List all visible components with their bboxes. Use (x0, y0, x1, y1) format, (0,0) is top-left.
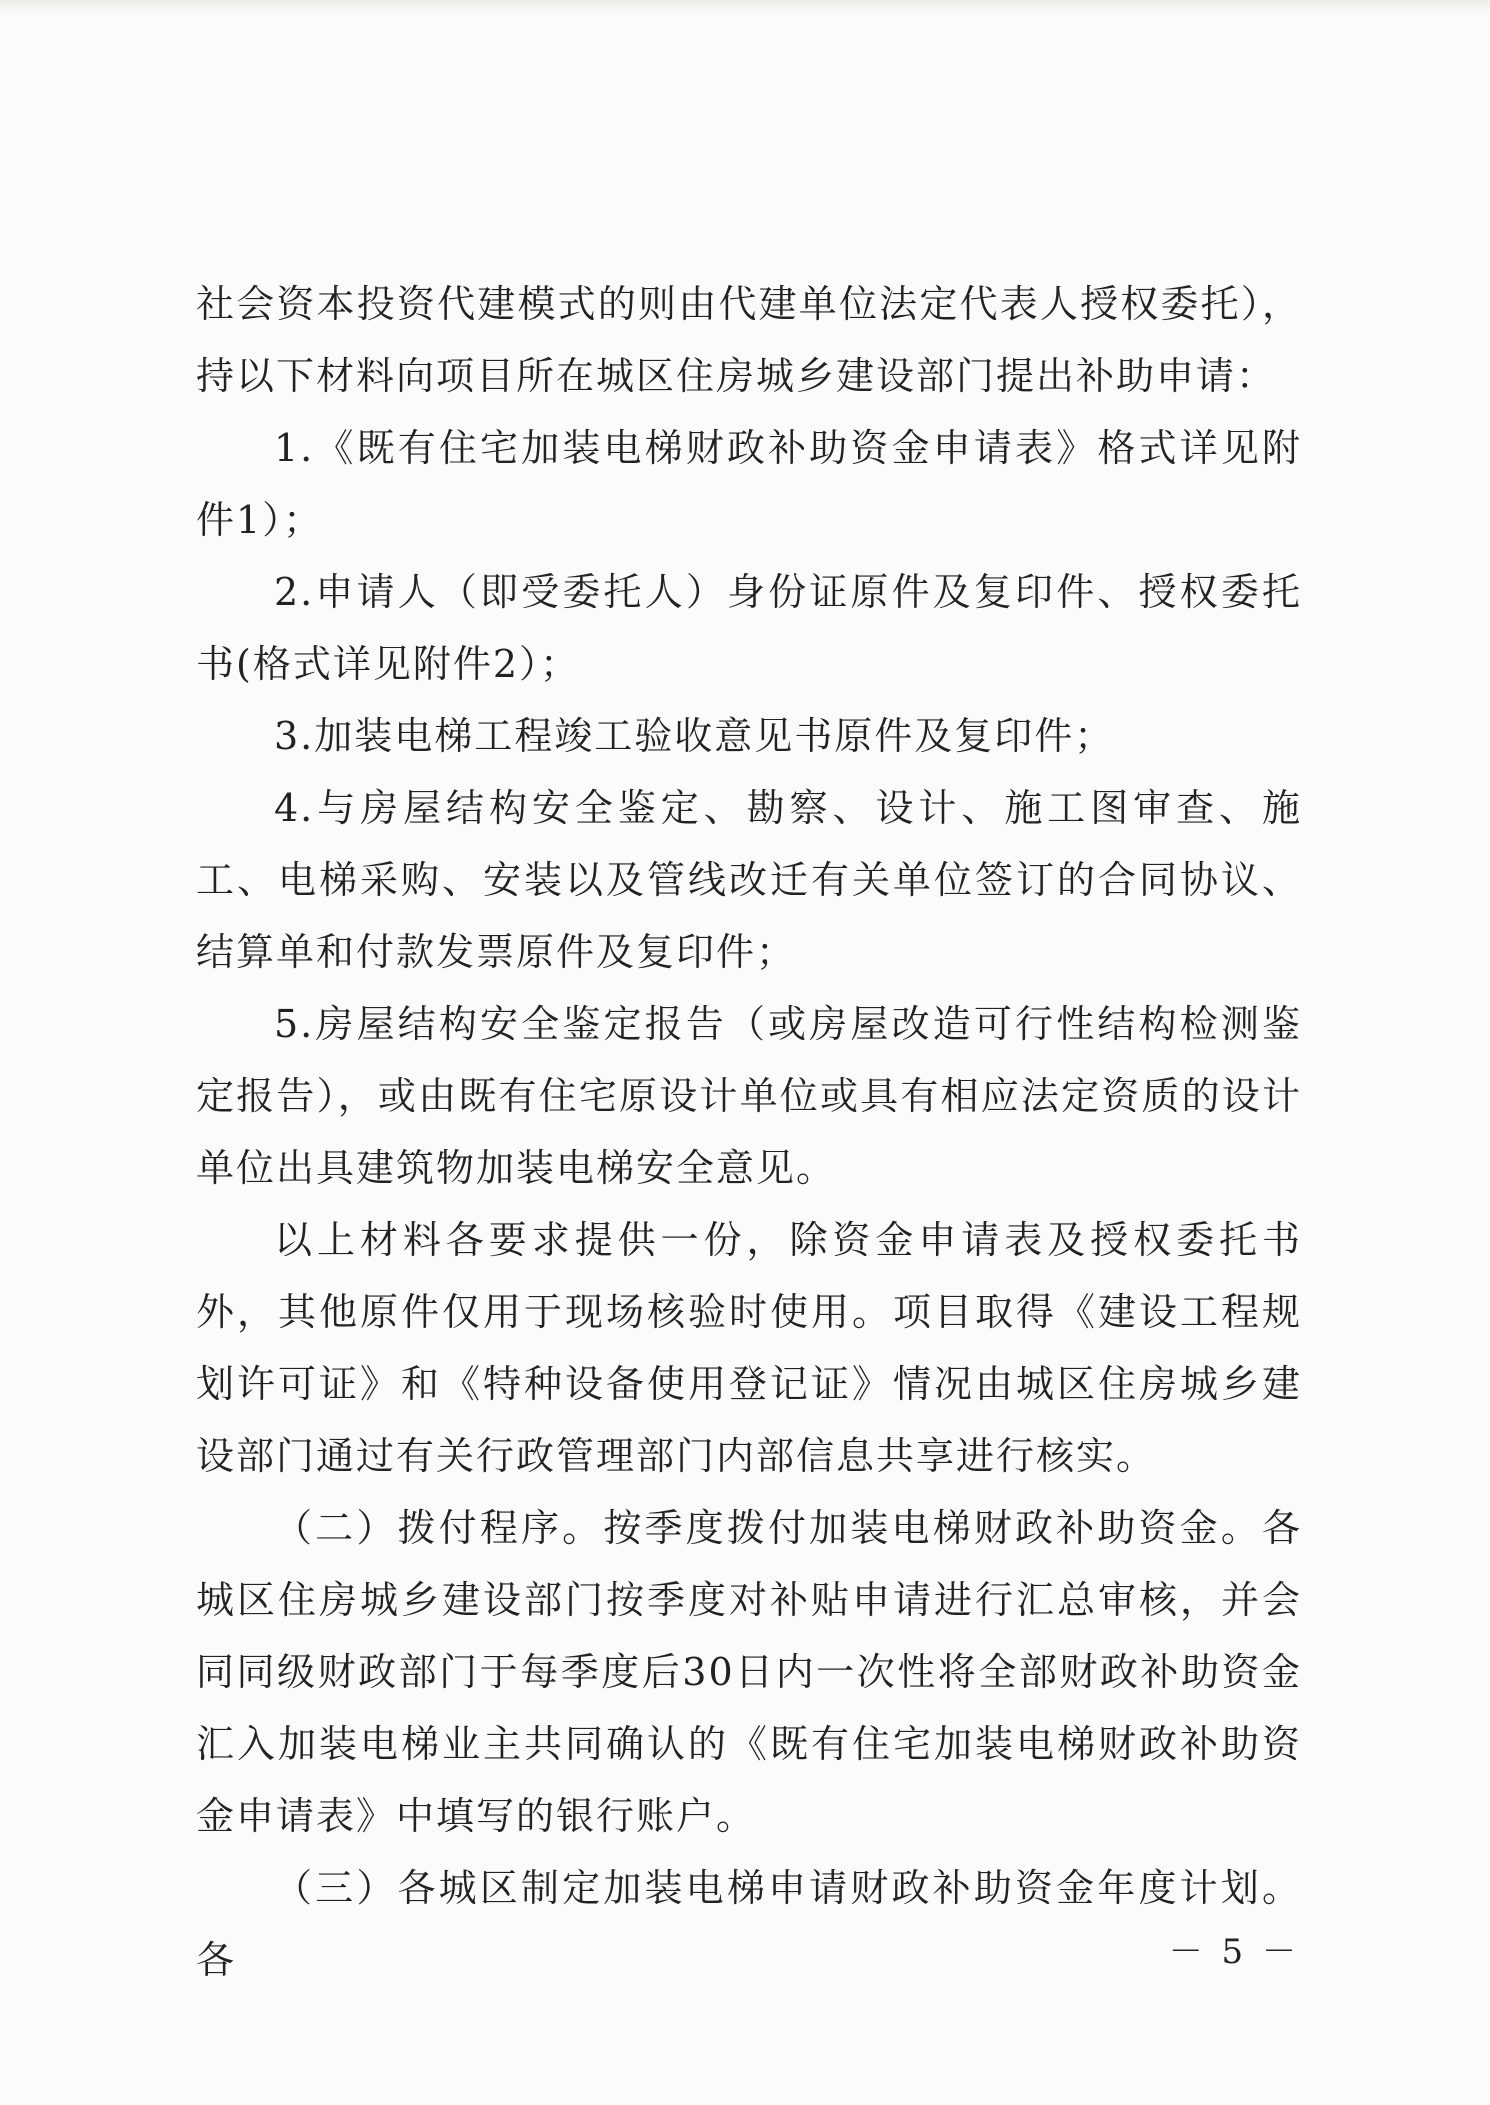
page-number: － 5 － (1168, 1932, 1300, 1972)
paragraph-item-2: 2.申请人（即受委托人）身份证原件及复印件、授权委托书(格式详见附件2）； (196, 570, 1302, 686)
scan-edge-shadow (0, 0, 1490, 14)
paragraph-section-3: （三）各城区制定加装电梯申请财政补助资金年度计划。各 (196, 1866, 1302, 1982)
paragraph-item-4: 4.与房屋结构安全鉴定、勘察、设计、施工图审查、施工、电梯采购、安装以及管线改迁有关单位签订的合同协议、结算单和付款发票原件及复印件； (196, 786, 1302, 974)
body-text (196, 268, 1302, 1996)
paragraph-materials-note: 以上材料各要求提供一份，除资金申请表及授权委托书外，其他原件仅用于现场核验时使用。项目取得《建设工程规划许可证》和《特种设备使用登记证》情况由城区住房城乡建设部门通过有关行政管理部门内部信息共享进行核实。 (196, 1218, 1302, 1478)
paragraph-continuation: 社会资本投资代建模式的则由代建单位法定代表人授权委托），持以下材料向项目所在城区住房城乡建设部门提出补助申请： (196, 282, 1302, 398)
paragraph-section-2: （二）拨付程序。按季度拨付加装电梯财政补助资金。各城区住房城乡建设部门按季度对补贴申请进行汇总审核，并会同同级财政部门于每季度后30日内一次性将全部财政补助资金汇入加装电梯业主共同确认的《既有住宅加装电梯财政补助资金申请表》中填写的银行账户。 (196, 1506, 1302, 1838)
paragraph-item-1: 1.《既有住宅加装电梯财政补助资金申请表》格式详见附件1）； (196, 426, 1302, 542)
paragraph-item-5: 5.房屋结构安全鉴定报告（或房屋改造可行性结构检测鉴定报告），或由既有住宅原设计单位或具有相应法定资质的设计单位出具建筑物加装电梯安全意见。 (196, 1002, 1302, 1190)
paragraph-item-3: 3.加装电梯工程竣工验收意见书原件及复印件； (274, 714, 1115, 758)
